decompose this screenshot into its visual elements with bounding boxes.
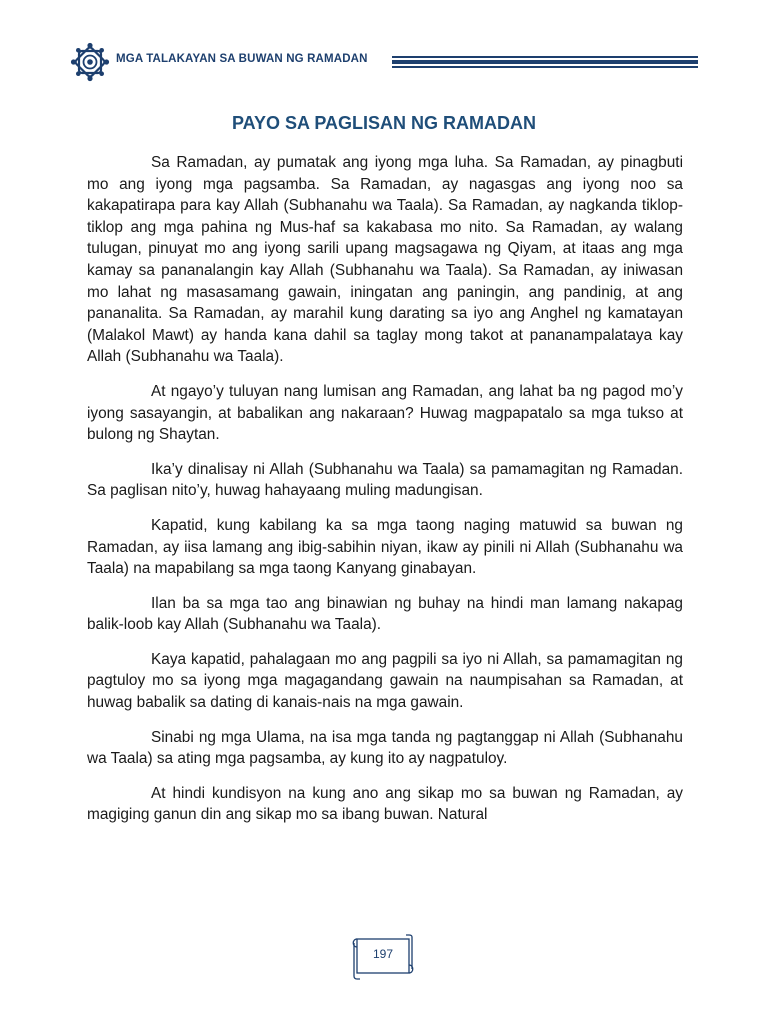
page-header	[70, 40, 698, 80]
eight-point-star-ornament-icon	[70, 42, 110, 82]
page-number-badge	[350, 934, 416, 980]
paragraph: At hindi kundisyon na kung ano ang sikap mo sa buwan ng Ramadan, ay magiging ganun din ang sikap mo sa ibang buwan. Natural	[87, 784, 683, 824]
page-number: 197	[372, 947, 394, 961]
header-rule-divider	[392, 56, 698, 68]
paragraph: Kaya kapatid, pahalagaan mo ang pagpili sa iyo ni Allah, sa pamamagitan ng pagtuloy mo sa iyong mga magagandang gawain na naumpisahan sa Ramadan, at huwag babalik sa dating di kanais-nais na mga gawain.	[87, 650, 683, 712]
paragraph: Sa Ramadan, ay pumatak ang iyong mga luha. Sa Ramadan, ay pinagbuti mo ang iyong mga pagsamba. Sa Ramadan, ay nagasgas ang iyong noo sa kakapatirapa para kay Allah (Subhanahu wa Taala). Sa Ramadan, ay nagkanda tiklop-tiklop ang mga pahina ng Mus-haf sa kakabasa mo nito. Sa Ramadan, ay walang tulugan, pinuyat mo ang iyong sarili upang magsagawa ng Qiyam, at itaas ang mga kamay sa pananalangin kay Allah (Subhanahu wa Taala). Sa Ramadan, ay iniwasan mo lahat ng masasamang gawain, iningatan ang paningin, ang pandinig, at ang pananalita. Sa Ramadan, ay marahil kung darating sa iyo ang Anghel ng kamatayan (Malakol Mawt) ay handa kana dahil sa taglay mong takot at pananampalataya kay Allah (Subhanahu wa Taala).	[87, 154, 683, 366]
paragraph: Ika’y dinalisay ni Allah (Subhanahu wa Taala) sa pamamagitan ng Ramadan. Sa paglisan nito’y, huwag hahayaang muling madungisan.	[87, 460, 683, 500]
page-title: PAYO SA PAGLISAN NG RAMADAN	[231, 113, 537, 133]
paragraph: Ilan ba sa mga tao ang binawian ng buhay na hindi man lamang nakapag balik-loob kay Allah (Subhanahu wa Taala).	[87, 594, 683, 634]
paragraph: Kapatid, kung kabilang ka sa mga taong naging matuwid sa buwan ng Ramadan, ay iisa lamang ang ibig-sabihin niyan, ikaw ay pinili ni Allah (Subhanahu wa Taala) na mapabilang sa mga taong Kanyang ginabayan.	[87, 516, 683, 578]
paragraph: At ngayo’y tuluyan nang lumisan ang Ramadan, ang lahat ba ng pagod mo’y iyong sasayangin, at babalikan ang nakaraan? Huwag magpapatalo sa mga tukso at bulong ng Shaytan.	[87, 382, 683, 444]
paragraph: Sinabi ng mga Ulama, na isa mga tanda ng pagtanggap ni Allah (Subhanahu wa Taala) sa ating mga pagsamba, ay kung ito ay nagpatuloy.	[87, 728, 683, 768]
article-body	[87, 152, 683, 839]
running-header-title: MGA TALAKAYAN SA BUWAN NG RAMADAN	[116, 53, 368, 65]
